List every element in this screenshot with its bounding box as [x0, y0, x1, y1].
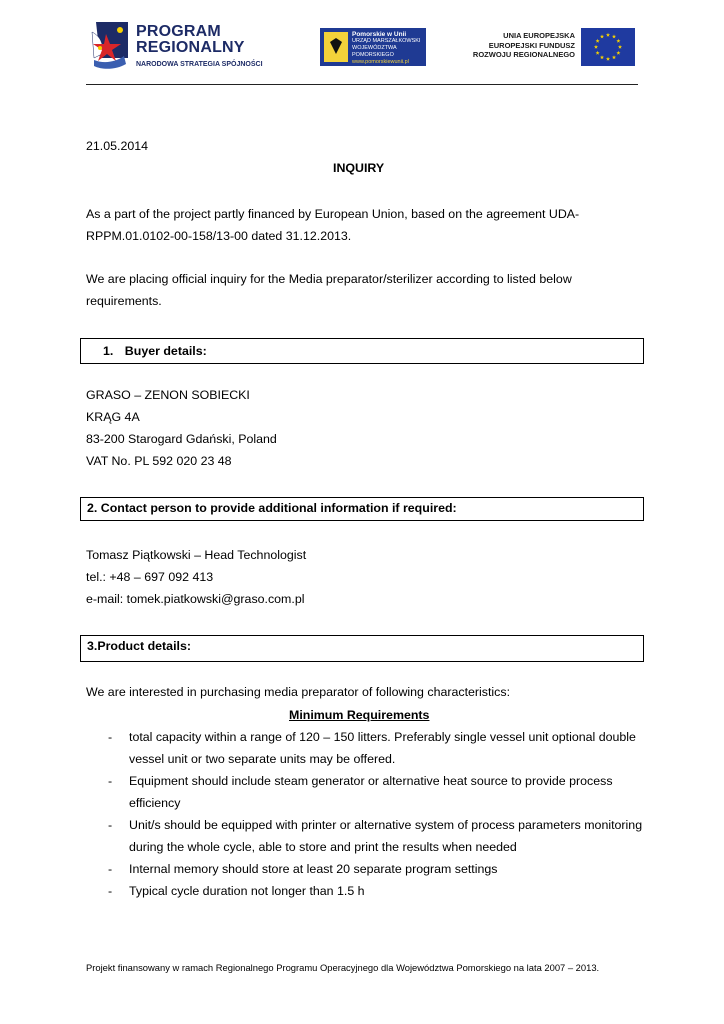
requirement-1-line-2: vessel unit or two separate units may be offered. [129, 752, 396, 766]
product-intro: We are interested in purchasing media preparator of following characteristics: [86, 685, 511, 699]
requirement-5: Typical cycle duration not longer than 1.5 h [129, 884, 365, 898]
contact-email: e-mail: tomek.piatkowski@graso.com.pl [86, 592, 305, 606]
contact-heading: 2. Contact person to provide additional information if required: [87, 501, 457, 515]
contact-person: Tomasz Piątkowski – Head Technologist [86, 548, 307, 562]
pomorskie-text [352, 31, 424, 66]
requirement-2-line-2: efficiency [129, 796, 181, 810]
buyer-name: GRASO – ZENON SOBIECKI [86, 388, 250, 402]
requirement-1-line-1: total capacity within a range of 120 – 150 litters. Preferably single vessel unit optional double [129, 730, 636, 744]
program-regionalny-title [136, 24, 245, 56]
requirement-3-line-2: during the whole cycle, able to store and print the results when needed [129, 840, 517, 854]
product-section-header [80, 635, 644, 662]
requirement-3-line-1: Unit/s should be equipped with printer or alternative system of process parameters monitoring [129, 818, 643, 832]
intro-line-1: As a part of the project partly financed by European Union, based on the agreement UDA- [86, 207, 580, 221]
buyer-heading [103, 342, 207, 360]
document-date: 21.05.2014 [86, 139, 149, 153]
eu-line1: UNIA EUROPEJSKA [503, 31, 575, 40]
eu-logo-text [460, 31, 575, 60]
requirement-1-dash: - [108, 730, 113, 744]
pomorskie-logo [320, 28, 426, 66]
program-regionalny-logo [90, 18, 270, 72]
pomorskie-url: www.pomorskiewunii.pl [352, 59, 409, 65]
requirement-4: Internal memory should store at least 20 separate program settings [129, 862, 498, 876]
regionalny-line: REGIONALNY [136, 39, 245, 56]
buyer-section-title: Buyer details: [124, 344, 207, 358]
buyer-city: 83-200 Starogard Gdański, Poland [86, 432, 277, 446]
buyer-section-header [80, 338, 644, 364]
requirement-2-line-1: Equipment should include steam generator or alternative heat source to provide process [129, 774, 613, 788]
pomorskie-line2: URZĄD MARSZAŁKOWSKI [352, 38, 421, 44]
requirement-2-dash: - [108, 774, 113, 788]
pomorskie-line3: WOJEWÓDZTWA POMORSKIEGO [352, 45, 397, 58]
program-regionalny-subtitle: NARODOWA STRATEGIA SPÓJNOŚCI [136, 61, 263, 68]
program-regionalny-mark-icon [90, 18, 130, 72]
program-line: PROGRAM [136, 23, 221, 40]
contact-section-header [80, 497, 644, 521]
header-divider [86, 84, 638, 85]
placing-line-2: requirements. [86, 294, 162, 308]
pomorskie-crest-icon [324, 32, 348, 62]
requirement-5-dash: - [108, 884, 113, 898]
product-heading: 3.Product details: [87, 639, 191, 653]
pomorskie-line1: Pomorskie w Unii [352, 31, 407, 38]
page-footer: Projekt finansowany w ramach Regionalnego Programu Operacyjnego dla Województwa Pomorskiego na lata 2007 – 2013. [86, 962, 600, 973]
contact-tel: tel.: +48 – 697 092 413 [86, 570, 214, 584]
document-title: INQUIRY [333, 161, 385, 175]
eu-flag-icon [581, 28, 635, 66]
eu-line2: EUROPEJSKI FUNDUSZ [488, 40, 575, 50]
requirement-4-dash: - [108, 862, 113, 876]
buyer-street: KRĄG 4A [86, 410, 140, 424]
requirements-title: Minimum Requirements [289, 708, 430, 722]
eu-line3: ROZWOJU REGIONALNEGO [472, 50, 575, 59]
intro-line-2: RPPM.01.0102-00-158/13-00 dated 31.12.2013. [86, 229, 352, 243]
buyer-vat: VAT No. PL 592 020 23 48 [86, 454, 232, 468]
buyer-section-number: 1. [103, 344, 114, 358]
requirement-3-dash: - [108, 818, 113, 832]
placing-line-1: We are placing official inquiry for the Media preparator/sterilizer according to listed below [86, 272, 572, 286]
